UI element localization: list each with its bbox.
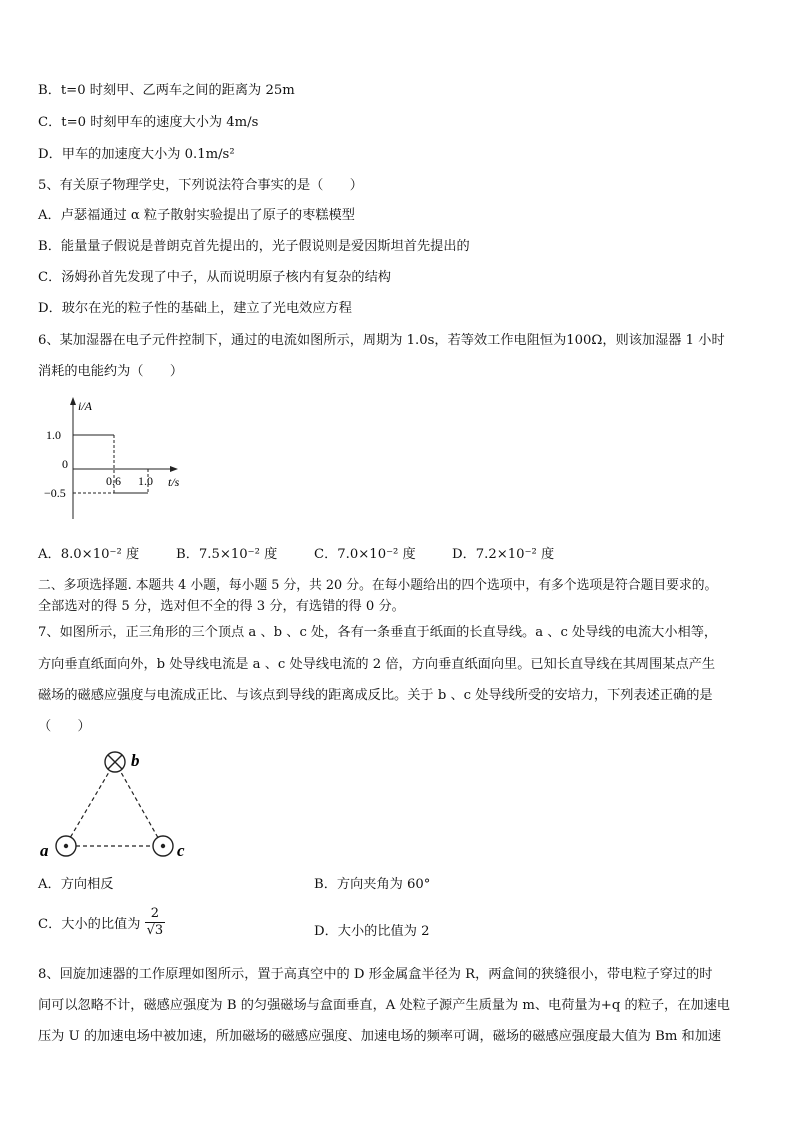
q8-line2: 间可以忽略不计，磁感应强度为 B 的匀强磁场与盒面垂直，A 处粒子源产生质量为 m、电荷量为+q 的粒子，在加速电 [38,998,730,1013]
q7-option-c-denominator: √3 [146,923,164,938]
label-a: a [40,841,49,860]
q7-option-a: A．方向相反 [38,877,114,892]
q4-option-b: B．t=0 时刻甲、乙两车之间的距离为 25m [38,83,295,98]
section2-line2: 全部选对的得 5 分，选对但不全的得 3 分，有选错的得 0 分。 [38,599,405,614]
q5-option-a: A．卢瑟福通过 α 粒子散射实验提出了原子的枣糕模型 [38,208,355,223]
graph-x-arrow [170,466,178,472]
label-c: c [177,841,185,860]
current-graph [40,395,200,525]
q6-option-d: D．7.2×10⁻² 度 [452,547,555,562]
wire-c-out-of-page-icon [153,836,173,856]
q5-stem: 5、有关原子物理学史，下列说法符合事实的是（ ） [38,178,363,193]
q5-option-c: C．汤姆孙首先发现了中子，从而说明原子核内有复杂的结构 [38,270,391,285]
q7-option-c-fraction [145,906,166,939]
section2-line1: 二、多项选择题. 本题共 4 小题，每小题 5 分，共 20 分。在每小题给出的四个选项中，有多个选项是符合题目要求的。 [38,578,718,593]
q6-option-b: B．7.5×10⁻² 度 [176,547,278,562]
q4-option-c: C．t=0 时刻甲车的速度大小为 4m/s [38,115,259,130]
q6-option-a: A．8.0×10⁻² 度 [38,547,140,562]
q7-option-b: B．方向夹角为 60° [314,877,431,892]
graph-x-end-label: 1.0 [138,474,153,488]
q6-stem-line2: 消耗的电能约为（ ） [38,364,184,379]
q7-stem-line1: 7、如图所示，正三角形的三个顶点 a 、b 、c 处，各有一条垂直于纸面的长直导线。a 、c 处导线的电流大小相等， [38,625,718,640]
q7-stem-line4: （ ） [38,719,91,734]
graph-y-arrow [70,397,76,405]
q5-option-d: D．玻尔在光的粒子性的基础上，建立了光电效应方程 [38,301,352,316]
graph-y-bottom-label: −0.5 [44,486,66,500]
q4-option-d: D．甲车的加速度大小为 0.1m/s² [38,147,235,162]
graph-x-mid-label: 0.6 [106,474,121,488]
q7-stem-line2: 方向垂直纸面向外，b 处导线电流是 a 、c 处导线电流的 2 倍，方向垂直纸面向里。已知长直导线在其周围某点产生 [38,657,716,672]
q7-option-c [38,906,165,939]
q6-stem-line1: 6、某加湿器在电子元件控制下，通过的电流如图所示，周期为 1.0s，若等效工作电阻恒为100Ω，则该加湿器 1 小时 [38,333,725,348]
q7-stem-line3: 磁场的磁感应强度与电流成正比、与该点到导线的距离成反比。关于 b 、c 处导线所受的安培力，下列表述正确的是 [38,688,713,703]
q8-line3: 压为 U 的加速电场中被加速，所加磁场的磁感应强度、加速电场的频率可调，磁场的磁感应强度最大值为 Bm 和加速 [38,1029,722,1044]
label-b: b [131,751,140,770]
q6-option-c: C．7.0×10⁻² 度 [314,547,416,562]
triangle-wires-figure [36,745,206,865]
wire-a-out-of-page-icon [56,836,76,856]
graph-y-top-label: 1.0 [46,428,61,442]
graph-xlabel: t/s [168,475,180,489]
graph-y-zero-label: 0 [62,457,68,471]
q7-option-c-numerator: 2 [145,906,166,923]
q8-line1: 8、回旋加速器的工作原理如图所示，置于高真空中的 D 形金属盒半径为 R，两盒间的狭缝很小，带电粒子穿过的时 [38,967,713,982]
q7-option-c-prefix: C．大小的比值为 [38,917,141,932]
q7-option-d: D．大小的比值为 2 [314,924,430,939]
q6-options [38,543,554,562]
q5-option-b: B．能量量子假说是普朗克首先提出的，光子假说则是爱因斯坦首先提出的 [38,239,470,254]
wire-b-into-page-icon [105,752,125,772]
graph-ylabel: i/A [78,399,92,413]
triangle-edge-bc [118,767,161,843]
triangle-edge-ab [67,767,112,843]
